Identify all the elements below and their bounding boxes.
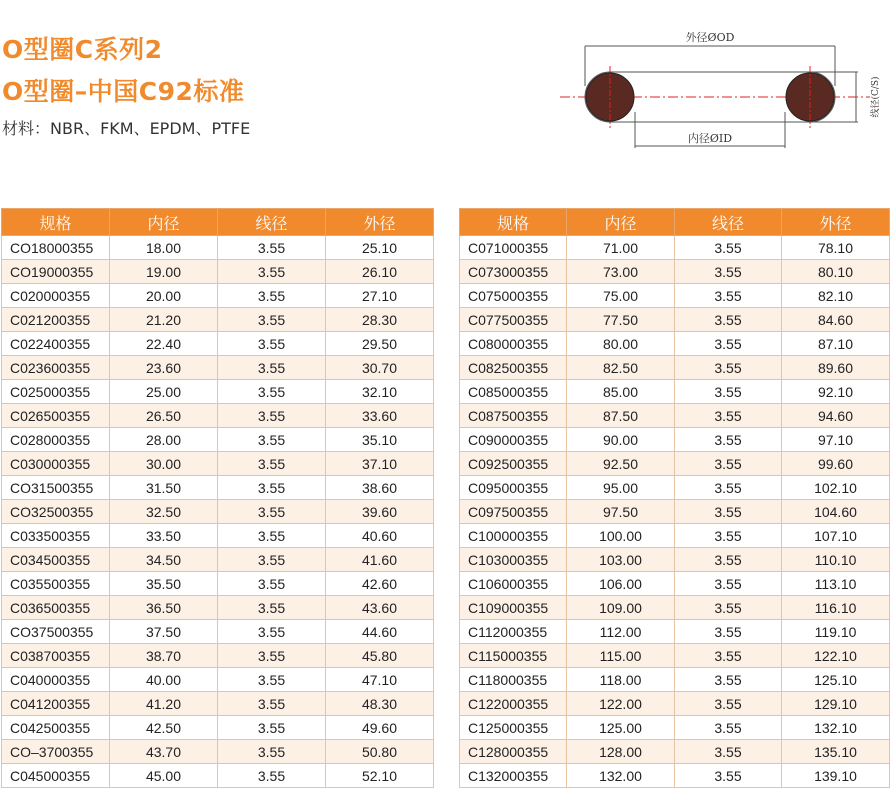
table-header-row bbox=[460, 209, 890, 236]
inner-diameter-cell: 41.20 bbox=[110, 692, 218, 716]
table-row bbox=[2, 764, 434, 788]
table-row bbox=[2, 500, 434, 524]
cross-section-cell: 3.55 bbox=[218, 380, 326, 404]
cross-section-cell: 3.55 bbox=[675, 332, 782, 356]
inner-diameter-cell: 26.50 bbox=[110, 404, 218, 428]
column-header-inner-diameter: 内径 bbox=[110, 209, 218, 236]
table-row bbox=[460, 572, 890, 596]
table-row bbox=[2, 260, 434, 284]
spec-code-cell: C034500355 bbox=[2, 548, 110, 572]
cross-section-cell: 3.55 bbox=[218, 524, 326, 548]
cross-section-cell: 3.55 bbox=[218, 452, 326, 476]
cross-section-cell: 3.55 bbox=[218, 236, 326, 260]
outer-diameter-cell: 84.60 bbox=[782, 308, 890, 332]
spec-code-cell: C045000355 bbox=[2, 764, 110, 788]
table-row bbox=[460, 524, 890, 548]
outer-diameter-cell: 135.10 bbox=[782, 740, 890, 764]
spec-code-cell: C122000355 bbox=[460, 692, 567, 716]
column-header-outer-diameter: 外径 bbox=[782, 209, 890, 236]
outer-diameter-cell: 125.10 bbox=[782, 668, 890, 692]
outer-diameter-cell: 27.10 bbox=[326, 284, 434, 308]
outer-diameter-cell: 80.10 bbox=[782, 260, 890, 284]
table-row bbox=[460, 668, 890, 692]
outer-diameter-cell: 40.60 bbox=[326, 524, 434, 548]
outer-diameter-cell: 99.60 bbox=[782, 452, 890, 476]
inner-diameter-cell: 36.50 bbox=[110, 596, 218, 620]
table-row bbox=[2, 452, 434, 476]
inner-diameter-cell: 122.00 bbox=[567, 692, 675, 716]
spec-code-cell: C073000355 bbox=[460, 260, 567, 284]
outer-diameter-cell: 28.30 bbox=[326, 308, 434, 332]
outer-diameter-cell: 42.60 bbox=[326, 572, 434, 596]
cross-section-cell: 3.55 bbox=[218, 572, 326, 596]
table-row bbox=[460, 740, 890, 764]
outer-diameter-cell: 30.70 bbox=[326, 356, 434, 380]
outer-diameter-cell: 29.50 bbox=[326, 332, 434, 356]
table-row bbox=[460, 332, 890, 356]
inner-diameter-cell: 20.00 bbox=[110, 284, 218, 308]
outer-diameter-cell: 25.10 bbox=[326, 236, 434, 260]
cross-section-cell: 3.55 bbox=[218, 428, 326, 452]
cross-section-cell: 3.55 bbox=[218, 668, 326, 692]
inner-diameter-cell: 45.00 bbox=[110, 764, 218, 788]
inner-diameter-cell: 35.50 bbox=[110, 572, 218, 596]
outer-diameter-cell: 102.10 bbox=[782, 476, 890, 500]
outer-diameter-cell: 87.10 bbox=[782, 332, 890, 356]
cross-section-cell: 3.55 bbox=[675, 644, 782, 668]
table-row bbox=[460, 500, 890, 524]
column-header-spec: 规格 bbox=[2, 209, 110, 236]
table-row bbox=[460, 764, 890, 788]
outer-diameter-cell: 47.10 bbox=[326, 668, 434, 692]
spec-code-cell: C035500355 bbox=[2, 572, 110, 596]
table-row bbox=[2, 692, 434, 716]
outer-diameter-cell: 49.60 bbox=[326, 716, 434, 740]
outer-diameter-cell: 122.10 bbox=[782, 644, 890, 668]
inner-diameter-cell: 22.40 bbox=[110, 332, 218, 356]
inner-diameter-cell: 33.50 bbox=[110, 524, 218, 548]
cross-section-cell: 3.55 bbox=[675, 356, 782, 380]
inner-diameter-cell: 37.50 bbox=[110, 620, 218, 644]
spec-code-cell: C030000355 bbox=[2, 452, 110, 476]
cross-section-cell: 3.55 bbox=[675, 500, 782, 524]
inner-diameter-cell: 132.00 bbox=[567, 764, 675, 788]
table-row bbox=[460, 596, 890, 620]
table-row bbox=[2, 308, 434, 332]
outer-diameter-cell: 38.60 bbox=[326, 476, 434, 500]
outer-diameter-cell: 32.10 bbox=[326, 380, 434, 404]
cross-section-cell: 3.55 bbox=[675, 668, 782, 692]
outer-diameter-cell: 97.10 bbox=[782, 428, 890, 452]
inner-diameter-cell: 128.00 bbox=[567, 740, 675, 764]
outer-diameter-label: 外径ØOD bbox=[685, 31, 735, 44]
outer-diameter-cell: 35.10 bbox=[326, 428, 434, 452]
cross-section-cell: 3.55 bbox=[675, 452, 782, 476]
cross-section-cell: 3.55 bbox=[218, 740, 326, 764]
inner-diameter-cell: 31.50 bbox=[110, 476, 218, 500]
table-row bbox=[460, 692, 890, 716]
table-row bbox=[460, 548, 890, 572]
spec-code-cell: C075000355 bbox=[460, 284, 567, 308]
cross-section-cell: 3.55 bbox=[218, 332, 326, 356]
table-row bbox=[2, 596, 434, 620]
cross-section-cell: 3.55 bbox=[675, 548, 782, 572]
spec-code-cell: C033500355 bbox=[2, 524, 110, 548]
table-row bbox=[460, 476, 890, 500]
cross-section-cell: 3.55 bbox=[218, 548, 326, 572]
spec-table-right bbox=[459, 208, 890, 788]
column-header-outer-diameter: 外径 bbox=[326, 209, 434, 236]
outer-diameter-cell: 45.80 bbox=[326, 644, 434, 668]
page-subtitle: O型圈–中国C92标准 bbox=[2, 77, 245, 106]
inner-diameter-cell: 30.00 bbox=[110, 452, 218, 476]
table-row bbox=[2, 236, 434, 260]
cross-section-cell: 3.55 bbox=[675, 260, 782, 284]
cross-section-cell: 3.55 bbox=[218, 596, 326, 620]
spec-code-cell: CO31500355 bbox=[2, 476, 110, 500]
table-row bbox=[460, 620, 890, 644]
materials-line: 材料：NBR、FKM、EPDM、PTFE bbox=[2, 119, 251, 138]
spec-code-cell: CO37500355 bbox=[2, 620, 110, 644]
table-body bbox=[460, 236, 890, 788]
table-row bbox=[2, 428, 434, 452]
inner-diameter-cell: 82.50 bbox=[567, 356, 675, 380]
inner-diameter-cell: 118.00 bbox=[567, 668, 675, 692]
spec-code-cell: C095000355 bbox=[460, 476, 567, 500]
table-row bbox=[460, 452, 890, 476]
cross-section-cell: 3.55 bbox=[675, 308, 782, 332]
table-row bbox=[460, 380, 890, 404]
spec-table-left bbox=[1, 208, 434, 788]
inner-diameter-cell: 38.70 bbox=[110, 644, 218, 668]
spec-code-cell: C097500355 bbox=[460, 500, 567, 524]
outer-diameter-cell: 94.60 bbox=[782, 404, 890, 428]
table-row bbox=[460, 260, 890, 284]
table-row bbox=[2, 284, 434, 308]
spec-code-cell: C092500355 bbox=[460, 452, 567, 476]
inner-diameter-cell: 19.00 bbox=[110, 260, 218, 284]
inner-diameter-cell: 115.00 bbox=[567, 644, 675, 668]
inner-diameter-cell: 34.50 bbox=[110, 548, 218, 572]
table-row bbox=[2, 404, 434, 428]
spec-code-cell: C036500355 bbox=[2, 596, 110, 620]
table-row bbox=[460, 308, 890, 332]
inner-diameter-cell: 92.50 bbox=[567, 452, 675, 476]
table-row bbox=[460, 284, 890, 308]
cross-section-cell: 3.55 bbox=[218, 500, 326, 524]
table-row bbox=[2, 668, 434, 692]
cross-section-cell: 3.55 bbox=[218, 308, 326, 332]
outer-diameter-cell: 78.10 bbox=[782, 236, 890, 260]
inner-diameter-cell: 109.00 bbox=[567, 596, 675, 620]
outer-diameter-cell: 113.10 bbox=[782, 572, 890, 596]
cross-section-cell: 3.55 bbox=[218, 284, 326, 308]
spec-code-cell: CO18000355 bbox=[2, 236, 110, 260]
outer-diameter-cell: 37.10 bbox=[326, 452, 434, 476]
outer-diameter-cell: 41.60 bbox=[326, 548, 434, 572]
cross-section-cell: 3.55 bbox=[218, 260, 326, 284]
cross-section-cell: 3.55 bbox=[218, 356, 326, 380]
outer-diameter-cell: 139.10 bbox=[782, 764, 890, 788]
cross-section-cell: 3.55 bbox=[675, 716, 782, 740]
cross-section-cell: 3.55 bbox=[675, 596, 782, 620]
spec-code-cell: C085000355 bbox=[460, 380, 567, 404]
spec-code-cell: C132000355 bbox=[460, 764, 567, 788]
spec-code-cell: C025000355 bbox=[2, 380, 110, 404]
outer-diameter-cell: 89.60 bbox=[782, 356, 890, 380]
spec-code-cell: C042500355 bbox=[2, 716, 110, 740]
column-header-cross-section: 线径 bbox=[675, 209, 782, 236]
cross-section-cell: 3.55 bbox=[675, 404, 782, 428]
inner-diameter-cell: 23.60 bbox=[110, 356, 218, 380]
inner-diameter-cell: 21.20 bbox=[110, 308, 218, 332]
spec-code-cell: C077500355 bbox=[460, 308, 567, 332]
inner-diameter-cell: 75.00 bbox=[567, 284, 675, 308]
spec-code-cell: C028000355 bbox=[2, 428, 110, 452]
cross-section-cell: 3.55 bbox=[675, 380, 782, 404]
table-row bbox=[2, 524, 434, 548]
table-row bbox=[460, 356, 890, 380]
table-row bbox=[2, 332, 434, 356]
cross-section-label: 线径(C/S) bbox=[871, 76, 881, 118]
outer-diameter-cell: 48.30 bbox=[326, 692, 434, 716]
spec-code-cell: C128000355 bbox=[460, 740, 567, 764]
inner-diameter-cell: 42.50 bbox=[110, 716, 218, 740]
inner-diameter-cell: 25.00 bbox=[110, 380, 218, 404]
inner-diameter-cell: 80.00 bbox=[567, 332, 675, 356]
inner-diameter-cell: 18.00 bbox=[110, 236, 218, 260]
cross-section-cell: 3.55 bbox=[218, 764, 326, 788]
spec-code-cell: C087500355 bbox=[460, 404, 567, 428]
outer-diameter-cell: 104.60 bbox=[782, 500, 890, 524]
column-header-cross-section: 线径 bbox=[218, 209, 326, 236]
cross-section-cell: 3.55 bbox=[675, 620, 782, 644]
table-row bbox=[2, 572, 434, 596]
cross-section-cell: 3.55 bbox=[675, 764, 782, 788]
table-row bbox=[460, 716, 890, 740]
table-row bbox=[460, 236, 890, 260]
inner-diameter-cell: 90.00 bbox=[567, 428, 675, 452]
spec-code-cell: C109000355 bbox=[460, 596, 567, 620]
spec-code-cell: C020000355 bbox=[2, 284, 110, 308]
column-header-spec: 规格 bbox=[460, 209, 567, 236]
inner-diameter-label: 内径ØID bbox=[687, 132, 733, 145]
spec-code-cell: C041200355 bbox=[2, 692, 110, 716]
cross-section-cell: 3.55 bbox=[675, 740, 782, 764]
inner-diameter-cell: 106.00 bbox=[567, 572, 675, 596]
spec-code-cell: C115000355 bbox=[460, 644, 567, 668]
cross-section-cell: 3.55 bbox=[675, 524, 782, 548]
table-body bbox=[2, 236, 434, 788]
cross-section-cell: 3.55 bbox=[675, 572, 782, 596]
cross-section-cell: 3.55 bbox=[218, 716, 326, 740]
table-row bbox=[460, 644, 890, 668]
inner-diameter-cell: 73.00 bbox=[567, 260, 675, 284]
outer-diameter-cell: 52.10 bbox=[326, 764, 434, 788]
outer-diameter-cell: 92.10 bbox=[782, 380, 890, 404]
table-row bbox=[2, 740, 434, 764]
outer-diameter-cell: 110.10 bbox=[782, 548, 890, 572]
page-title: O型圈C系列2 bbox=[2, 35, 163, 64]
cross-section-cell: 3.55 bbox=[218, 692, 326, 716]
table-row bbox=[2, 380, 434, 404]
spec-code-cell: C038700355 bbox=[2, 644, 110, 668]
cross-section-cell: 3.55 bbox=[675, 428, 782, 452]
inner-diameter-cell: 77.50 bbox=[567, 308, 675, 332]
spec-code-cell: C125000355 bbox=[460, 716, 567, 740]
column-header-inner-diameter: 内径 bbox=[567, 209, 675, 236]
cross-section-cell: 3.55 bbox=[675, 236, 782, 260]
spec-code-cell: C071000355 bbox=[460, 236, 567, 260]
outer-diameter-cell: 132.10 bbox=[782, 716, 890, 740]
table-row bbox=[2, 644, 434, 668]
outer-diameter-cell: 50.80 bbox=[326, 740, 434, 764]
spec-code-cell: C118000355 bbox=[460, 668, 567, 692]
inner-diameter-cell: 32.50 bbox=[110, 500, 218, 524]
inner-diameter-cell: 97.50 bbox=[567, 500, 675, 524]
spec-code-cell: CO19000355 bbox=[2, 260, 110, 284]
o-ring-cross-section-diagram bbox=[560, 28, 890, 158]
outer-diameter-cell: 33.60 bbox=[326, 404, 434, 428]
spec-code-cell: C100000355 bbox=[460, 524, 567, 548]
inner-diameter-cell: 43.70 bbox=[110, 740, 218, 764]
outer-diameter-cell: 44.60 bbox=[326, 620, 434, 644]
outer-diameter-cell: 107.10 bbox=[782, 524, 890, 548]
cross-section-cell: 3.55 bbox=[218, 620, 326, 644]
spec-code-cell: C103000355 bbox=[460, 548, 567, 572]
spec-code-cell: C082500355 bbox=[460, 356, 567, 380]
inner-diameter-cell: 112.00 bbox=[567, 620, 675, 644]
outer-diameter-cell: 116.10 bbox=[782, 596, 890, 620]
outer-diameter-cell: 39.60 bbox=[326, 500, 434, 524]
table-row bbox=[460, 428, 890, 452]
outer-diameter-cell: 119.10 bbox=[782, 620, 890, 644]
spec-code-cell: C021200355 bbox=[2, 308, 110, 332]
table-row bbox=[2, 356, 434, 380]
table-row bbox=[2, 716, 434, 740]
inner-diameter-cell: 85.00 bbox=[567, 380, 675, 404]
outer-diameter-cell: 82.10 bbox=[782, 284, 890, 308]
inner-diameter-cell: 95.00 bbox=[567, 476, 675, 500]
table-header-row bbox=[2, 209, 434, 236]
spec-code-cell: C040000355 bbox=[2, 668, 110, 692]
inner-diameter-cell: 125.00 bbox=[567, 716, 675, 740]
inner-diameter-cell: 28.00 bbox=[110, 428, 218, 452]
spec-code-cell: C080000355 bbox=[460, 332, 567, 356]
spec-code-cell: C023600355 bbox=[2, 356, 110, 380]
outer-diameter-cell: 43.60 bbox=[326, 596, 434, 620]
inner-diameter-cell: 71.00 bbox=[567, 236, 675, 260]
inner-diameter-cell: 40.00 bbox=[110, 668, 218, 692]
outer-diameter-cell: 129.10 bbox=[782, 692, 890, 716]
cross-section-cell: 3.55 bbox=[218, 404, 326, 428]
cross-section-cell: 3.55 bbox=[218, 644, 326, 668]
table-row bbox=[2, 548, 434, 572]
cross-section-cell: 3.55 bbox=[218, 476, 326, 500]
inner-diameter-cell: 100.00 bbox=[567, 524, 675, 548]
cross-section-cell: 3.55 bbox=[675, 284, 782, 308]
spec-code-cell: C106000355 bbox=[460, 572, 567, 596]
spec-code-cell: C090000355 bbox=[460, 428, 567, 452]
inner-diameter-cell: 87.50 bbox=[567, 404, 675, 428]
spec-code-cell: CO32500355 bbox=[2, 500, 110, 524]
spec-code-cell: CO–3700355 bbox=[2, 740, 110, 764]
table-row bbox=[460, 404, 890, 428]
cross-section-cell: 3.55 bbox=[675, 476, 782, 500]
spec-code-cell: C026500355 bbox=[2, 404, 110, 428]
table-row bbox=[2, 476, 434, 500]
spec-code-cell: C022400355 bbox=[2, 332, 110, 356]
outer-diameter-cell: 26.10 bbox=[326, 260, 434, 284]
inner-diameter-cell: 103.00 bbox=[567, 548, 675, 572]
cross-section-cell: 3.55 bbox=[675, 692, 782, 716]
spec-code-cell: C112000355 bbox=[460, 620, 567, 644]
table-row bbox=[2, 620, 434, 644]
